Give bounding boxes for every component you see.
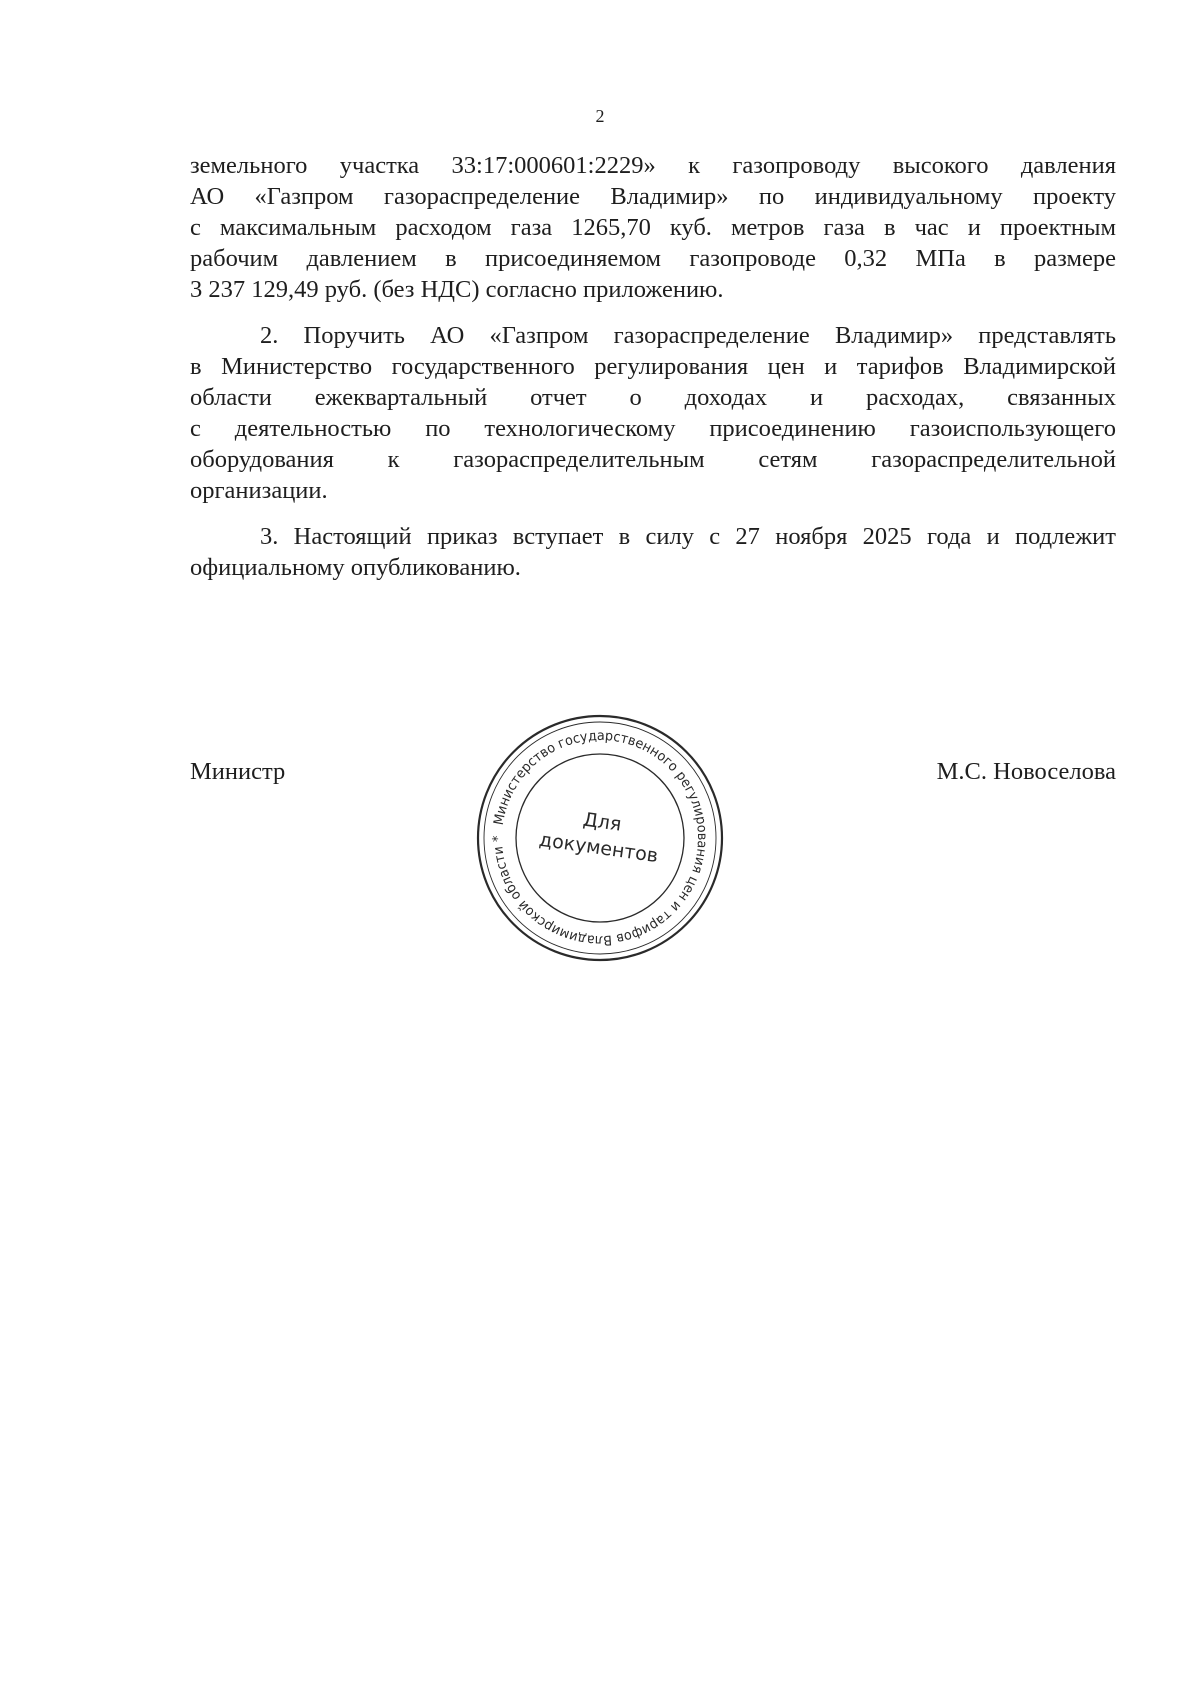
official-stamp — [474, 712, 726, 964]
paragraph-1-line: с максимальным расходом газа 1265,70 куб. метров газа в час и проектным — [190, 214, 1116, 241]
page-number: 2 — [595, 106, 605, 126]
paragraph-3-line: официальному опубликованию. — [190, 554, 521, 581]
paragraph-2-line: 2. Поручить АО «Газпром газораспределение Владимир» представлять — [260, 322, 1116, 349]
paragraph-2-line: области ежеквартальный отчет о доходах и расходах, связанных — [190, 384, 1116, 411]
stamp-center-line1: Для — [581, 808, 623, 836]
paragraph-2-line: оборудования к газораспределительным сетям газораспределительной — [190, 446, 1116, 473]
signatory-name: М.С. Новоселова — [936, 758, 1116, 785]
paragraph-2 — [190, 320, 1116, 506]
stamp-center-text — [538, 803, 663, 867]
stamp-center-line2: документов — [537, 828, 660, 868]
paragraph-2-line: организации. — [190, 477, 328, 504]
paragraph-3 — [190, 521, 1116, 583]
paragraph-1-line: рабочим давлением в присоединяемом газопроводе 0,32 МПа в размере — [190, 245, 1116, 272]
paragraph-3-line: 3. Настоящий приказ вступает в силу с 27 ноября 2025 года и подлежит — [260, 523, 1116, 550]
signatory-title: Министр — [190, 758, 286, 785]
paragraph-1-line: земельного участка 33:17:000601:2229» к газопроводу высокого давления — [190, 152, 1116, 179]
document-body — [190, 150, 1116, 598]
paragraph-1 — [190, 150, 1116, 305]
stamp-ring-text: Министерство государственного регулирования цен и тарифов Владимирской области * — [489, 727, 711, 949]
paragraph-1-line: 3 237 129,49 руб. (без НДС) согласно приложению. — [190, 276, 724, 303]
paragraph-2-line: в Министерство государственного регулирования цен и тарифов Владимирской — [190, 353, 1116, 380]
paragraph-2-line: с деятельностью по технологическому присоединению газоиспользующего — [190, 415, 1116, 442]
paragraph-1-line: АО «Газпром газораспределение Владимир» по индивидуальному проекту — [190, 183, 1116, 210]
